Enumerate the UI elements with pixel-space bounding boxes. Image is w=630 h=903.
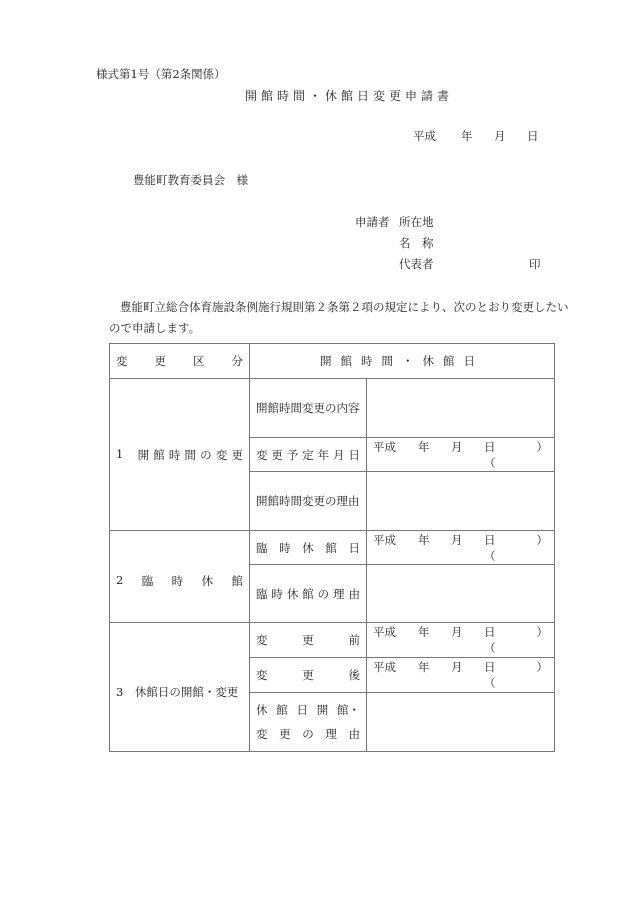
table-header-row bbox=[110, 344, 555, 379]
label-char: 年 bbox=[317, 447, 330, 462]
label-char: 理 bbox=[325, 727, 337, 741]
application-date bbox=[413, 128, 539, 144]
field-holiday-change-reason[interactable] bbox=[367, 693, 555, 752]
date-year: 年 bbox=[418, 625, 430, 639]
cat-char: 時 bbox=[171, 574, 184, 588]
body-text: 豊能町立総合体育施設条例施行規則第２条第２項の規定により、次のとおり変更したいので申請します。 bbox=[109, 300, 569, 335]
date-era: 平成 bbox=[373, 439, 396, 454]
label-char: 由 bbox=[348, 727, 360, 741]
cat-char: 館 bbox=[231, 574, 243, 588]
label-char: 時 bbox=[279, 540, 291, 555]
representative-label: 代表者 bbox=[399, 257, 434, 271]
label-opening-hours-content: 開館時間変更の内容 bbox=[250, 379, 367, 438]
field-before-change-date[interactable] bbox=[367, 623, 555, 658]
field-temporary-closure-date[interactable] bbox=[367, 531, 555, 565]
date-day: 日（ bbox=[484, 532, 496, 563]
cat-char: 休 bbox=[201, 574, 214, 588]
cat-char: 2 bbox=[116, 573, 124, 587]
label-char: 館 bbox=[325, 540, 337, 555]
category-opening-hours-change bbox=[110, 379, 250, 531]
label-char: 臨 bbox=[256, 586, 268, 601]
change-request-table bbox=[109, 343, 555, 752]
label-opening-hours-reason: 開館時間変更の理由 bbox=[250, 472, 367, 531]
address-label: 所在地 bbox=[399, 215, 434, 229]
category-temporary-closure bbox=[110, 531, 250, 623]
table-row bbox=[110, 531, 555, 565]
label-char: 変 bbox=[256, 633, 268, 647]
date-close: ） bbox=[536, 439, 548, 454]
label-char: 休 bbox=[286, 586, 299, 601]
date-year: 年 bbox=[418, 439, 430, 454]
date-month: 月 bbox=[451, 660, 463, 674]
header-char: 区 bbox=[193, 354, 205, 368]
cat-char: 時 bbox=[168, 447, 181, 462]
label-char: 理 bbox=[333, 586, 345, 601]
date-close: ） bbox=[536, 532, 548, 547]
date-month: 月 bbox=[451, 625, 463, 639]
header-category bbox=[110, 344, 250, 379]
field-after-change-date[interactable] bbox=[367, 658, 555, 693]
date-era: 平成 bbox=[373, 532, 396, 547]
seal-mark: 印 bbox=[529, 257, 541, 271]
date-month: 月 bbox=[451, 532, 463, 547]
table-row bbox=[110, 623, 555, 658]
cat-char: 間 bbox=[184, 447, 197, 462]
label-char: 由 bbox=[348, 586, 360, 601]
date-day: 日 bbox=[527, 129, 539, 143]
header-char: 更 bbox=[154, 354, 166, 368]
cat-char: 開 bbox=[137, 447, 150, 462]
label-char: 日 bbox=[348, 540, 360, 555]
date-day: 日（ bbox=[484, 625, 496, 655]
field-scheduled-change-date[interactable] bbox=[367, 438, 555, 472]
date-year: 年 bbox=[461, 129, 473, 143]
cat-char: の bbox=[200, 447, 212, 462]
label-char: 臨 bbox=[256, 540, 268, 555]
date-era: 平成 bbox=[373, 660, 396, 674]
cat-char: 1 bbox=[116, 446, 124, 461]
label-char: の bbox=[317, 586, 330, 601]
label-char: 変 bbox=[256, 447, 268, 462]
label-char: 月 bbox=[333, 447, 345, 462]
header-char: 分 bbox=[231, 354, 243, 368]
label-char: 日 bbox=[296, 703, 308, 717]
label-after-change bbox=[250, 658, 367, 693]
label-char: 更 bbox=[302, 633, 314, 647]
label-char: 変 bbox=[256, 668, 268, 682]
cat-char: 館 bbox=[153, 447, 165, 462]
label-char: 館 bbox=[302, 586, 314, 601]
label-char: 変 bbox=[256, 727, 268, 741]
field-opening-hours-content[interactable] bbox=[367, 379, 555, 438]
date-month: 月 bbox=[451, 439, 463, 454]
applicant-label: 申請者 bbox=[355, 215, 390, 229]
label-char: 日 bbox=[348, 447, 360, 462]
label-char: 時 bbox=[271, 586, 283, 601]
document-title: 開館時間・休館日変更申請書 bbox=[245, 89, 454, 103]
date-close: ） bbox=[536, 625, 548, 639]
date-close: ） bbox=[536, 660, 548, 674]
recipient: 豊能町教育委員会 様 bbox=[133, 173, 248, 187]
label-char: 更 bbox=[271, 447, 283, 462]
date-month: 月 bbox=[494, 129, 506, 143]
header-content: 開館時間・休館日 bbox=[250, 344, 555, 379]
label-holiday-change-reason bbox=[250, 693, 367, 752]
label-temporary-closure-reason bbox=[250, 565, 367, 623]
label-char: 休 bbox=[302, 540, 314, 555]
date-day: 日（ bbox=[484, 439, 496, 470]
date-day: 日（ bbox=[484, 660, 496, 690]
label-temporary-closure-date bbox=[250, 531, 367, 565]
label-char: 館 bbox=[276, 703, 288, 717]
name-label: 名 称 bbox=[399, 236, 434, 250]
label-char: 更 bbox=[302, 668, 314, 682]
date-era: 平成 bbox=[373, 625, 396, 639]
cat-char: 変 bbox=[215, 447, 228, 462]
label-char: 休 bbox=[256, 703, 268, 717]
date-era: 平成 bbox=[413, 129, 436, 143]
label-before-change bbox=[250, 623, 367, 658]
label-scheduled-change-date bbox=[250, 438, 367, 472]
date-year: 年 bbox=[418, 660, 430, 674]
form-number: 様式第1号（第2条関係） bbox=[96, 67, 226, 81]
label-char: の bbox=[302, 727, 314, 741]
cat-char: 臨 bbox=[141, 574, 154, 588]
label-char: 予 bbox=[286, 447, 299, 462]
label-char: 前 bbox=[348, 633, 360, 647]
field-temporary-closure-reason[interactable] bbox=[367, 565, 555, 623]
label-char: 更 bbox=[279, 727, 291, 741]
label-char: 定 bbox=[302, 447, 314, 462]
label-char: 後 bbox=[348, 668, 360, 682]
category-holiday-opening-change: 3 休館日の開館・変更 bbox=[110, 623, 250, 752]
header-char: 変 bbox=[116, 354, 128, 368]
label-char: 館・ bbox=[337, 703, 360, 717]
date-year: 年 bbox=[418, 532, 430, 547]
cat-char: 更 bbox=[231, 447, 243, 462]
field-opening-hours-reason[interactable] bbox=[367, 472, 555, 531]
table-row bbox=[110, 379, 555, 438]
label-char: 開 bbox=[316, 703, 329, 717]
